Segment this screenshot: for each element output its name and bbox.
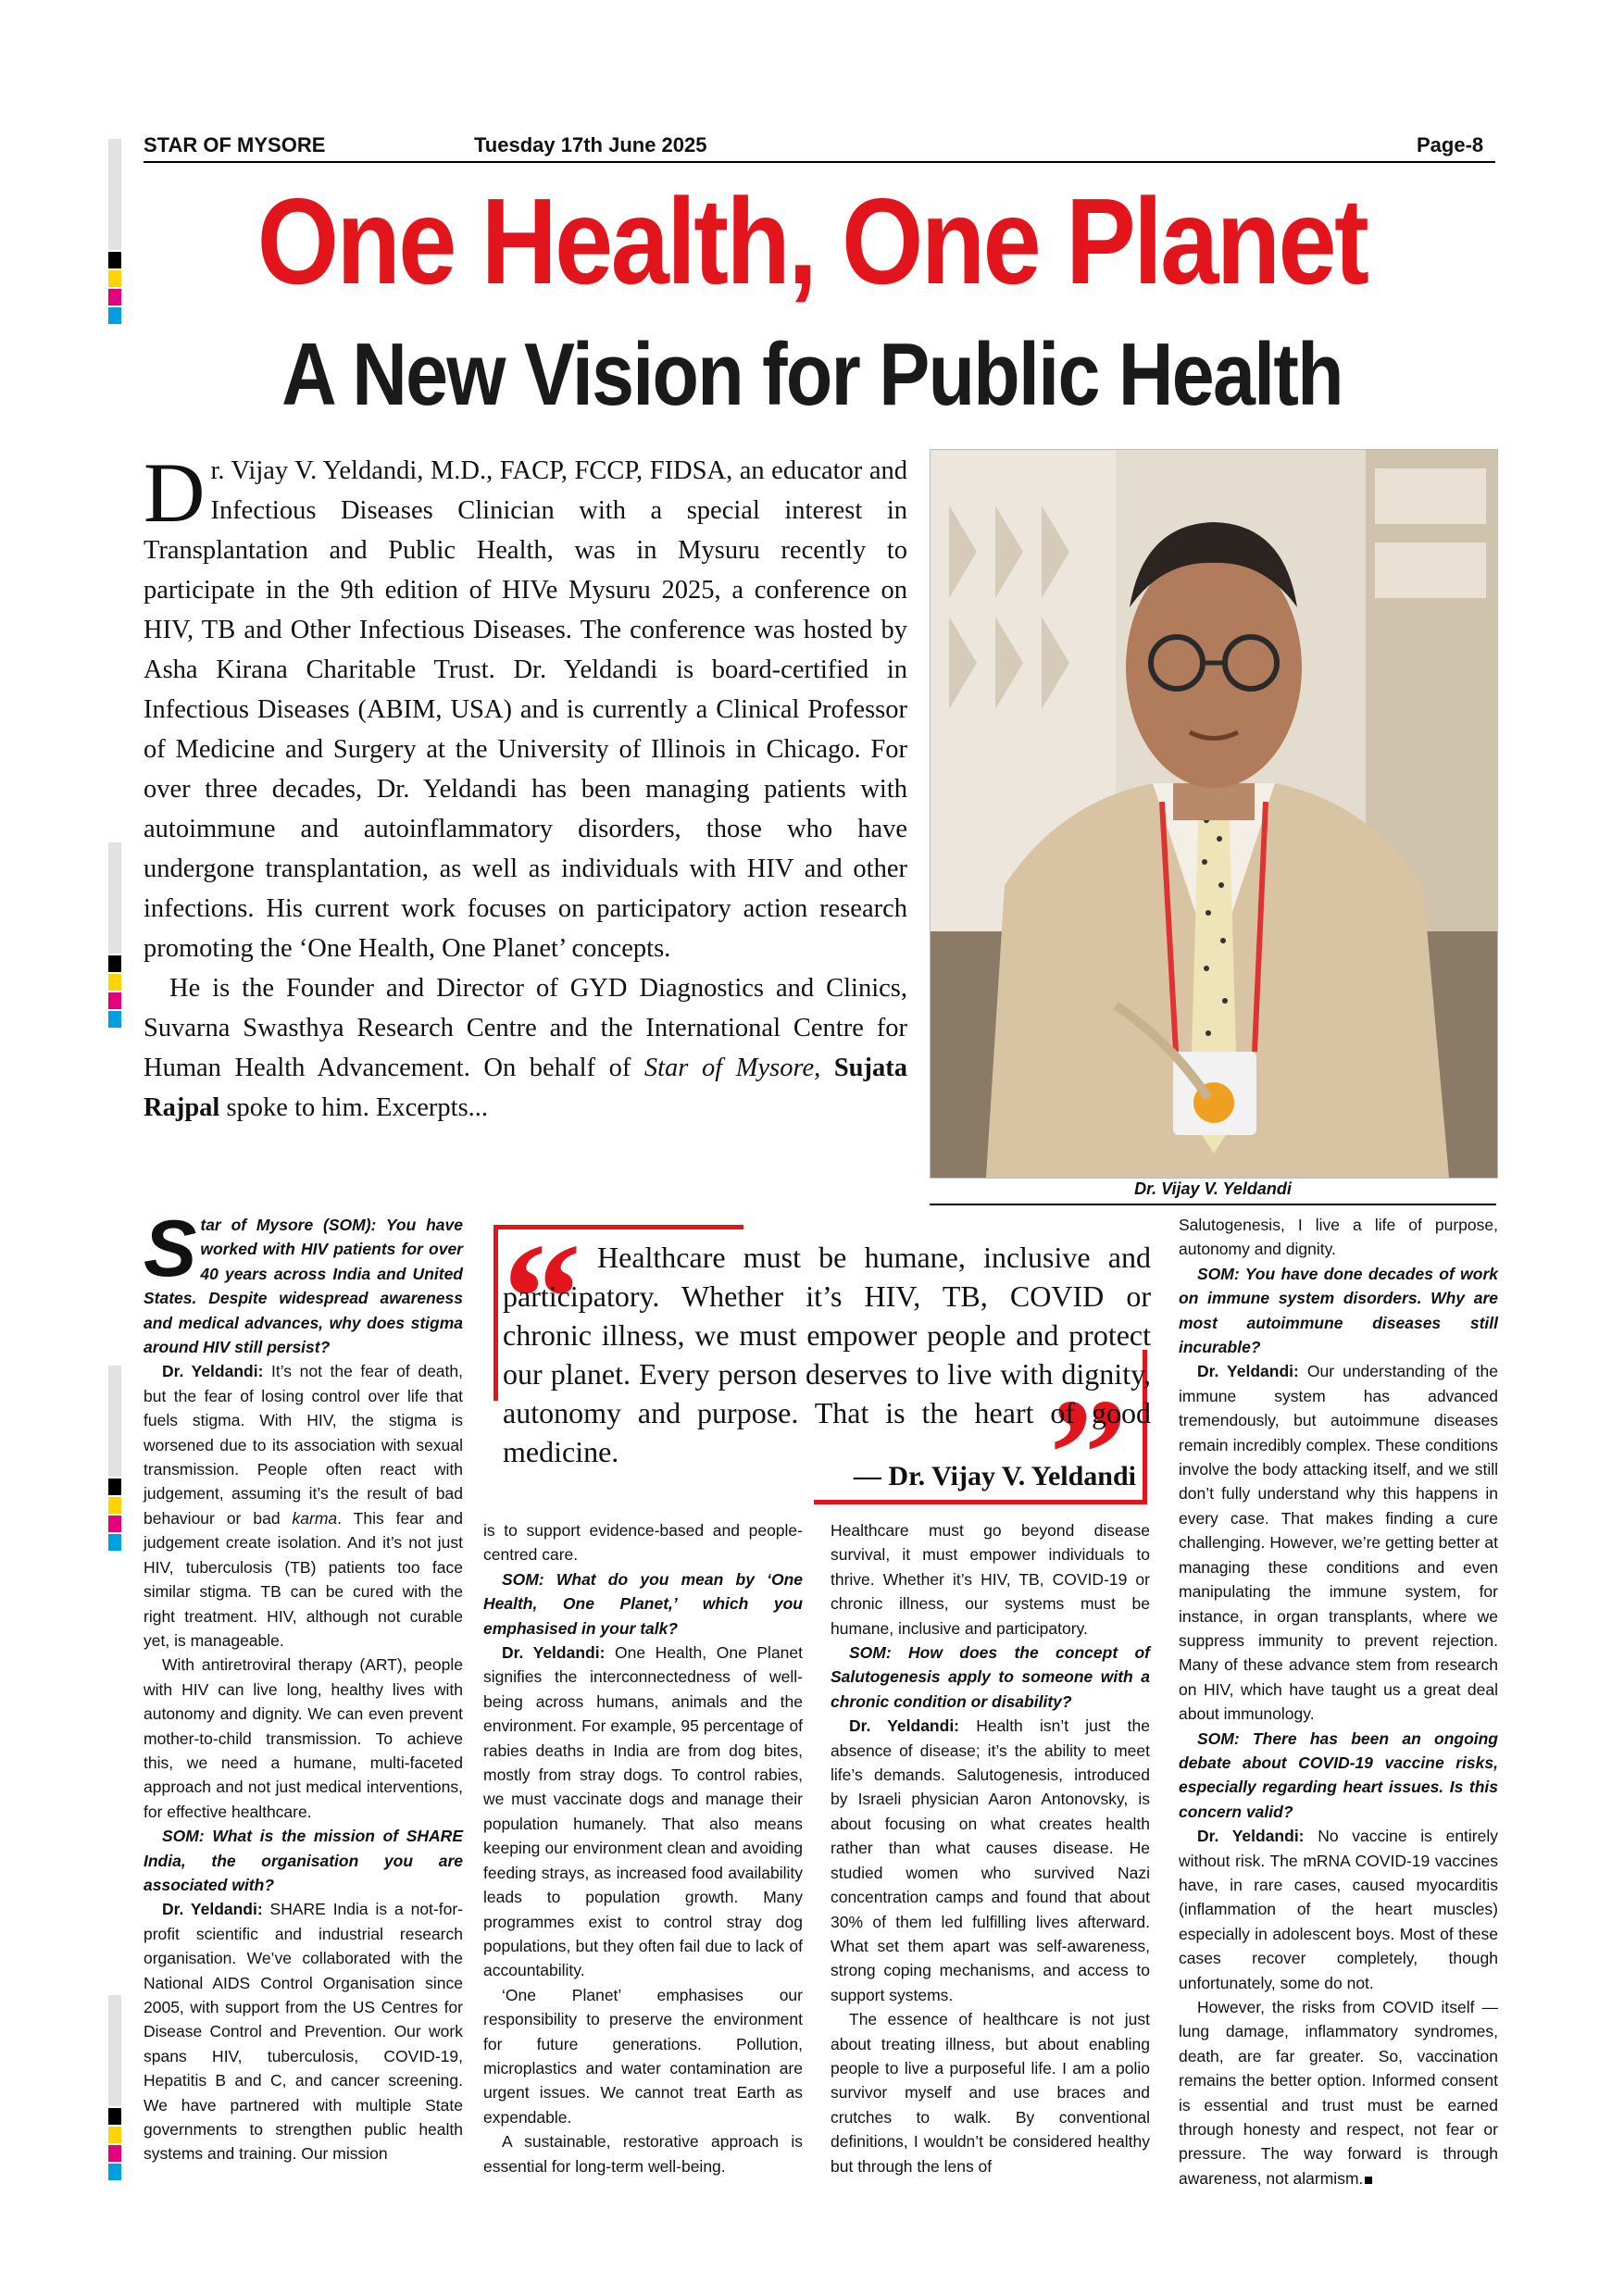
intro-dropcap: D xyxy=(144,445,206,540)
publication-name: Star of Mysore, xyxy=(643,1054,821,1082)
intro-paragraph-2 xyxy=(144,968,907,1128)
answer-1-text-b: . This fear and judgement create isolation. And it’s not just HIV, tuberculosis (TB) patients too face similar stigma. TB can be cured with the right treatment. HIV, although not curable yet, is manageable. xyxy=(144,1508,463,1650)
answer-6-paragraph-2-text: However, the risks from COVID itself — lung damage, inflammatory syndromes, death, are far greater. So, vaccination remains the better option. Informed consent is essential and trust must be earned through honesty and respect, not fear or pressure. The way forward is through awareness, not alarmism. xyxy=(1179,1998,1498,2188)
speaker-label: Dr. Yeldandi: xyxy=(162,1900,263,1919)
question-4: SOM: How does the concept of Salutogenesis apply to someone with a chronic condition or disability? xyxy=(831,1643,1150,1711)
answer-1 xyxy=(144,1359,463,1653)
question-3: SOM: What do you mean by ‘One Health, One Planet,’ which you emphasised in your talk? xyxy=(483,1569,803,1638)
close-quote-mark: ” xyxy=(1049,1366,1128,1541)
answer-6-paragraph-2 xyxy=(1179,1995,1498,2190)
caption-rule xyxy=(930,1204,1496,1205)
answer-5 xyxy=(1179,1359,1498,1726)
question-2: SOM: What is the mission of SHARE India, the organisation you are associated with? xyxy=(144,1827,463,1894)
pull-quote-author: — Dr. Vijay V. Yeldandi xyxy=(853,1461,1136,1491)
issue-date: Tuesday 17th June 2025 xyxy=(474,133,707,156)
pull-quote-text xyxy=(503,1238,1151,1471)
portrait-photo xyxy=(930,449,1498,1179)
pull-quote-border-left xyxy=(493,1225,498,1401)
answer-2 xyxy=(144,1897,463,2165)
intro-paragraph-1 xyxy=(144,445,907,968)
question-1-text: tar of Mysore (SOM): You have worked with HIV patients for over 40 years across India and United States. Despite widespread awareness and medical advances, why does stigma around HIV still persist? xyxy=(144,1216,463,1357)
answer-2-continued: is to support evidence-based and people-centred care. xyxy=(483,1521,803,1565)
column-3 xyxy=(831,1518,1150,2178)
question-6: SOM: There has been an ongoing debate about COVID-19 vaccine risks, especially regarding heart issues. Is this concern valid? xyxy=(1179,1728,1498,1821)
subheadline: A New Vision for Public Health xyxy=(281,325,1343,424)
answer-5-text: Our understanding of the immune system has advanced tremendously, but autoimmune diseases remain incredibly complex. These conditions involve the body attacking itself, and we still don’t fully understand why this happens in every case. That makes finding a cure challenging. However, we’re getting better at managing these conditions and even manipulating the immune system, for instance, in organ transplants, where we suppress immunity to prevent rejection. Many of these advance stem from research on HIV, which have taught us a great deal about immunology. xyxy=(1179,1362,1498,1724)
pull-quote-body: Healthcare must be humane, inclusive and participatory. Whether it’s HIV, TB, COVID or chronic illness, we must empower people and protect our planet. Every person deserves to live with dignity, autonomy and purpose. That is the heart of good medicine. xyxy=(503,1241,1151,1468)
column-1 xyxy=(144,1204,464,2166)
answer-4 xyxy=(831,1714,1150,2007)
answer-1-paragraph-2: With antiretroviral therapy (ART), people with HIV can live long, healthy lives with autonomy and dignity. We can even prevent mother-to-child transmission. To achieve this, we need a humane, multi-faceted approach and not just medical interventions, for effective healthcare. xyxy=(144,1655,463,1821)
answer-4-continued: Salutogenesis, I live a life of purpose, autonomy and dignity. xyxy=(1179,1216,1498,1259)
speaker-label: Dr. Yeldandi: xyxy=(1197,1362,1299,1381)
question-1 xyxy=(144,1204,463,1359)
answer-2-text: SHARE India is a not-for-profit scientific and industrial research organisation. We’ve collaborated with the National AIDS Control Organisation since 2005, with support from the US Centres for Disease Control and Prevention. Our work spans HIV, tuberculosis, COVID-19, Hepatitis B and C, and cancer screening. We have partnered with multiple State governments to strengthen public health systems and training. Our mission xyxy=(144,1900,464,2164)
intro-p1-text: r. Vijay V. Yeldandi, M.D., FACP, FCCP, FIDSA, an educator and Infectious Diseases Clinician with a special interest in Transplantation and Public Health, was in Mysuru recently to participate in the 9th edition of HIVe Mysuru 2025, a conference on HIV, TB and Other Infectious Diseases. The conference was hosted by Asha Kirana Charitable Trust. Dr. Yeldandi is board-certified in Infectious Diseases (ABIM, USA) and is currently a Clinical Professor of Medicine and Surgery at the University of Illinois in Chicago. For over three decades, Dr. Yeldandi has been managing patients with autoimmune and autoinflammatory disorders, those who have undergone transplantation, as well as individuals with HIV and other infections. His current work focuses on participatory action research promoting the ‘One Health, One Planet’ concepts. xyxy=(144,456,907,963)
answer-3-continued: Healthcare must go beyond disease survival, it must empower individuals to thrive. Whether it’s HIV, TB, COVID-19 or chronic illness, our systems must be humane, inclusive and participatory. xyxy=(831,1521,1150,1638)
intro-p2-end: spoke to him. Excerpts... xyxy=(219,1093,489,1122)
intro-text xyxy=(144,445,908,1128)
photo-caption: Dr. Vijay V. Yeldandi xyxy=(1134,1179,1292,1198)
end-mark xyxy=(1365,2177,1372,2184)
open-quote-mark: “ xyxy=(503,1211,581,1385)
column-dropcap: S xyxy=(144,1204,197,1293)
column-4 xyxy=(1179,1213,1498,2190)
answer-1-text-a: It’s not the fear of death, but the fear of losing control over life that fuels stigma. With HIV, the stigma is worsened due to its association with sexual transmission. People often react with judgement, assuming it’s the result of bad behaviour or bad xyxy=(144,1362,463,1528)
portrait-illustration xyxy=(931,450,1497,1178)
pull-quote xyxy=(493,1211,1151,1541)
answer-6 xyxy=(1179,1824,1498,1995)
answer-6-text: No vaccine is entirely without risk. The mRNA COVID-19 vaccines have, in rare cases, caused myocarditis (inflammation of the heart muscles) especially in adolescent boys. Most of these cases recover completely, though unfortunately, some do not. xyxy=(1179,1827,1498,1992)
paper-name: STAR OF MYSORE xyxy=(144,133,326,156)
page-number: Page-8 xyxy=(1417,133,1484,156)
header-rule xyxy=(144,161,1495,163)
answer-3-paragraph-3: A sustainable, restorative approach is essential for long-term well-being. xyxy=(483,2132,803,2176)
answer-3 xyxy=(483,1641,803,1983)
column-2 xyxy=(483,1518,803,2178)
answer-4-paragraph-2: The essence of healthcare is not just about treating illness, but about enabling people to live a purposeful life. I am a polio survivor myself and use braces and crutches to walk. By conventional definitions, I wouldn’t be considered healthy but through the lens of xyxy=(831,2010,1150,2176)
speaker-label: Dr. Yeldandi: xyxy=(849,1716,960,1736)
karma-word: karma xyxy=(292,1508,338,1528)
answer-4-text: Health isn’t just the absence of disease; it’s the ability to meet life’s demands. Salutogenesis, introduced by Israeli physician Aaron Antonovsky, is about focusing on what creates health rather than what causes disease. He studied women who survived Nazi concentration camps and found that about 30% of them led fulfilling lives afterward. What set them apart was self-awareness, strong coping mechanisms, and access to support systems. xyxy=(831,1716,1151,2004)
answer-3-text: One Health, One Planet signifies the interconnectedness of well-being across humans, animals and the environment. For example, 95 percentage of rabies deaths in India are from dog bites, mostly from stray dogs. To control rabies, we must vaccinate dogs and manage their population humanely. That also means keeping our environment clean and avoiding feeding strays, as increased food availability leads to population growth. Many programmes exist to control stray dog populations, but they often fail due to lack of accountability. xyxy=(483,1643,804,1980)
speaker-label: Dr. Yeldandi: xyxy=(162,1362,264,1381)
question-5: SOM: You have done decades of work on immune system disorders. Why are most autoimmune diseases still incurable? xyxy=(1179,1264,1498,1357)
headline: One Health, One Planet xyxy=(256,173,1368,309)
interviewer-name: Sujata Rajpal xyxy=(144,1054,908,1122)
intro-p2-text: He is the Founder and Director of GYD Diagnostics and Clinics, Suvarna Swasthya Research Centre and the International Centre for Human Health Advancement. On behalf of xyxy=(144,974,907,1082)
answer-3-paragraph-2: ‘One Planet’ emphasises our responsibility to preserve the environment for future generations. Pollution, microplastics and water contamination are urgent issues. We cannot treat Earth as expendable. xyxy=(483,1985,803,2127)
speaker-label: Dr. Yeldandi: xyxy=(502,1643,606,1663)
speaker-label: Dr. Yeldandi: xyxy=(1197,1827,1305,1846)
